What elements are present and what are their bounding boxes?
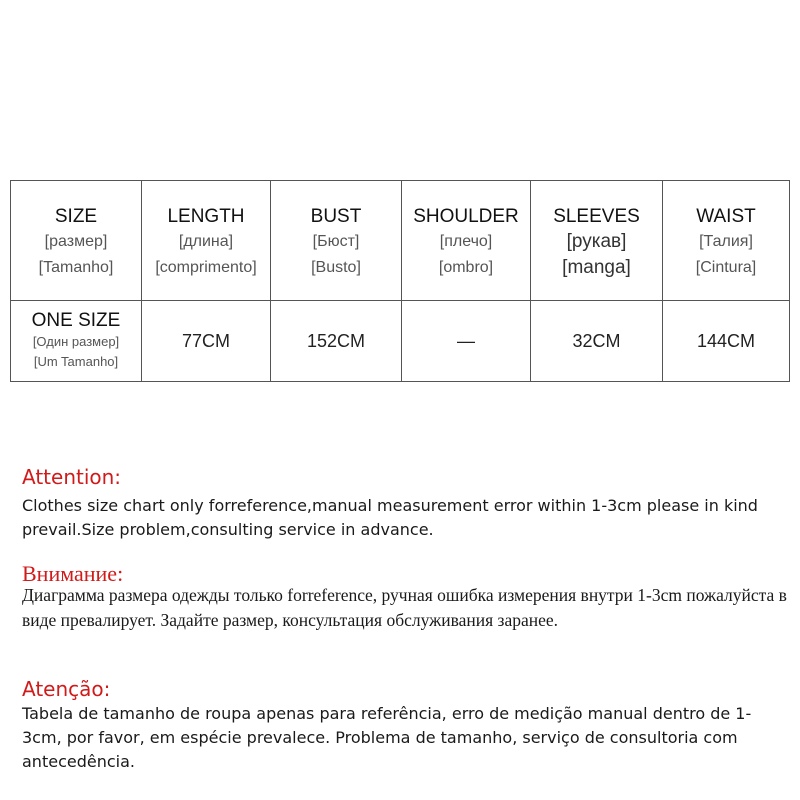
header-waist-label: WAIST: [696, 205, 756, 227]
row-length: [142, 301, 271, 381]
attention-body-en: Clothes size chart only forreference,manual measurement error within 1-3cm please in kind prevail.Size problem,consulting service in advance.: [22, 496, 758, 539]
header-size-label: SIZE: [54, 205, 98, 227]
header-bust-pt: [Busto]: [311, 258, 361, 276]
header-waist-pt: [Cintura]: [695, 258, 757, 276]
row-sleeves: [531, 301, 663, 381]
attention-title-ru: Внимание:: [22, 561, 124, 586]
row-size-ru: [Один размер]: [32, 334, 120, 349]
header-bust-label: BUST: [310, 205, 362, 227]
header-bust: [271, 181, 402, 301]
header-shoulder-label: SHOULDER: [413, 205, 519, 227]
header-length: [142, 181, 271, 301]
row-bust: [271, 301, 402, 381]
header-length-pt: [comprimento]: [155, 258, 257, 276]
attention-title-en: Attention:: [22, 465, 122, 489]
header-size-pt: [Tamanho]: [38, 258, 114, 276]
row-size-pt: [Um Tamanho]: [33, 354, 119, 369]
header-waist: [663, 181, 789, 301]
header-sleeves-label: SLEEVES: [553, 205, 640, 227]
header-length-ru: [длина]: [178, 232, 234, 250]
attention-body-ru: Диаграмма размера одежды только forreference, ручная ошибка измерения внутри 1-3cm пожалуйста в виде превалирует. Задайте размер, консультация обслуживания заранее.: [22, 585, 787, 630]
header-shoulder-pt: [ombro]: [438, 258, 494, 276]
row-shoulder: [402, 301, 531, 381]
sleeves-value: 32CM: [572, 330, 621, 351]
size-chart-table: [10, 180, 790, 382]
shoulder-value: —: [457, 330, 475, 351]
waist-value: 144CM: [696, 330, 756, 351]
header-waist-ru: [Талия]: [699, 232, 753, 250]
header-length-label: LENGTH: [167, 205, 245, 227]
header-bust-ru: [Бюст]: [312, 232, 360, 250]
row-waist: [663, 301, 789, 381]
bust-value: 152CM: [306, 330, 366, 351]
attention-body-pt: Tabela de tamanho de roupa apenas para referência, erro de medição manual dentro de 1-3cm, por favor, em espécie prevalece. Problema de tamanho, serviço de consultoria com antecedência.: [22, 704, 752, 771]
length-value: 77CM: [181, 330, 230, 351]
row-size: [11, 301, 142, 381]
header-sleeves: [531, 181, 663, 301]
header-size-ru: [размер]: [44, 232, 108, 250]
header-shoulder: [402, 181, 531, 301]
header-shoulder-ru: [плечо]: [439, 232, 493, 250]
header-size: [11, 181, 142, 301]
attention-title-pt: Atenção:: [22, 677, 111, 701]
header-sleeves-pt: [manga]: [562, 256, 631, 278]
header-sleeves-ru: [рукав]: [566, 230, 627, 252]
row-size-label: ONE SIZE: [31, 310, 121, 331]
